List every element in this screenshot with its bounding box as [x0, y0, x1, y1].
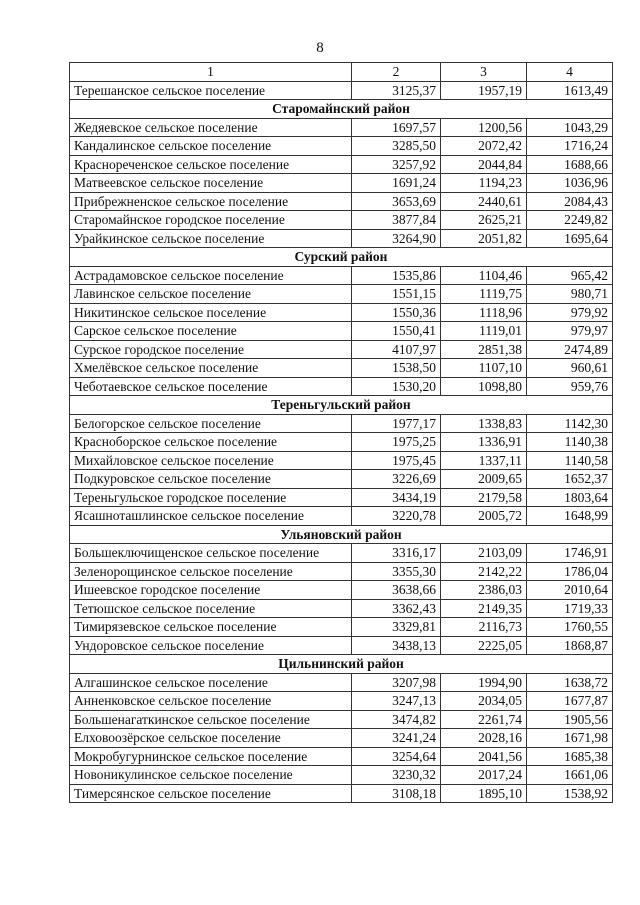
header-row: [70, 63, 613, 82]
settlement-name-cell: Красноборское сельское поселение: [70, 433, 352, 452]
value-col2-cell: 3877,84: [352, 211, 441, 230]
value-col4-cell: 979,97: [527, 322, 613, 341]
settlement-name-cell: Зеленорощинское сельское поселение: [70, 562, 352, 581]
value-col4-cell: 1538,92: [527, 784, 613, 803]
value-col2-cell: 1697,57: [352, 118, 441, 137]
district-header-row: [70, 525, 613, 544]
value-col3-cell: 1104,46: [441, 266, 527, 285]
value-col3-cell: 2041,56: [441, 747, 527, 766]
settlement-name-cell: Ишеевское городское поселение: [70, 581, 352, 600]
value-col4-cell: 1140,38: [527, 433, 613, 452]
value-col2-cell: 3653,69: [352, 192, 441, 211]
settlement-name-cell: Матвеевское сельское поселение: [70, 174, 352, 193]
value-col3-cell: 2051,82: [441, 229, 527, 248]
settlement-name-cell: Анненковское сельское поселение: [70, 692, 352, 711]
value-col2-cell: 4107,97: [352, 340, 441, 359]
table-row: [70, 470, 613, 489]
value-col2-cell: 3355,30: [352, 562, 441, 581]
settlement-name-cell: Жедяевское сельское поселение: [70, 118, 352, 137]
value-col2-cell: 1975,45: [352, 451, 441, 470]
district-title: Ульяновский район: [70, 525, 613, 544]
district-header-row: [70, 655, 613, 674]
table-row: [70, 433, 613, 452]
value-col2-cell: 3285,50: [352, 137, 441, 156]
value-col3-cell: 1118,96: [441, 303, 527, 322]
value-col3-cell: 2179,58: [441, 488, 527, 507]
table-row: [70, 636, 613, 655]
table-row: [70, 673, 613, 692]
table-row: [70, 507, 613, 526]
value-col3-cell: 1336,91: [441, 433, 527, 452]
value-col2-cell: 3230,32: [352, 766, 441, 785]
value-col2-cell: 1975,25: [352, 433, 441, 452]
district-title: Старомайнский район: [70, 100, 613, 119]
settlement-name-cell: Мокробугурнинское сельское поселение: [70, 747, 352, 766]
table-row: [70, 322, 613, 341]
settlement-name-cell: Ясашноташлинское сельское поселение: [70, 507, 352, 526]
value-col3-cell: 2028,16: [441, 729, 527, 748]
value-col3-cell: 1194,23: [441, 174, 527, 193]
value-col3-cell: 2017,24: [441, 766, 527, 785]
value-col3-cell: 1119,75: [441, 285, 527, 304]
value-col4-cell: 1695,64: [527, 229, 613, 248]
column-header: 4: [527, 63, 613, 82]
table-row: [70, 692, 613, 711]
district-header-row: [70, 248, 613, 267]
value-col3-cell: 1119,01: [441, 322, 527, 341]
table-row: [70, 303, 613, 322]
value-col2-cell: 1535,86: [352, 266, 441, 285]
table-row: [70, 192, 613, 211]
column-header: 1: [70, 63, 352, 82]
table-row: [70, 729, 613, 748]
table-row: [70, 766, 613, 785]
settlement-name-cell: Елховоозёрское сельское поселение: [70, 729, 352, 748]
value-col4-cell: 1760,55: [527, 618, 613, 637]
value-col4-cell: 1716,24: [527, 137, 613, 156]
value-col3-cell: 1338,83: [441, 414, 527, 433]
value-col2-cell: 1550,41: [352, 322, 441, 341]
value-col2-cell: 1691,24: [352, 174, 441, 193]
table-row: [70, 377, 613, 396]
table-row: [70, 211, 613, 230]
value-col4-cell: 980,71: [527, 285, 613, 304]
settlement-name-cell: Новоникулинское сельское поселение: [70, 766, 352, 785]
table-row: [70, 340, 613, 359]
value-col4-cell: 1638,72: [527, 673, 613, 692]
value-col3-cell: 2009,65: [441, 470, 527, 489]
value-col4-cell: 1719,33: [527, 599, 613, 618]
value-col3-cell: 2103,09: [441, 544, 527, 563]
value-col3-cell: 2225,05: [441, 636, 527, 655]
settlement-name-cell: Белогорское сельское поселение: [70, 414, 352, 433]
value-col4-cell: 1688,66: [527, 155, 613, 174]
table-row: [70, 618, 613, 637]
settlement-name-cell: Прибрежненское сельское поселение: [70, 192, 352, 211]
value-col2-cell: 1550,36: [352, 303, 441, 322]
value-col4-cell: 959,76: [527, 377, 613, 396]
value-col4-cell: 965,42: [527, 266, 613, 285]
table-row: [70, 174, 613, 193]
value-col3-cell: 1098,80: [441, 377, 527, 396]
value-col4-cell: 1677,87: [527, 692, 613, 711]
value-col4-cell: 1746,91: [527, 544, 613, 563]
value-col2-cell: 1977,17: [352, 414, 441, 433]
value-col4-cell: 979,92: [527, 303, 613, 322]
settlement-name-cell: Алгашинское сельское поселение: [70, 673, 352, 692]
value-col3-cell: 2005,72: [441, 507, 527, 526]
value-col2-cell: 3220,78: [352, 507, 441, 526]
table-row: [70, 266, 613, 285]
table-row: [70, 229, 613, 248]
value-col2-cell: 3329,81: [352, 618, 441, 637]
value-col2-cell: 3125,37: [352, 81, 441, 100]
value-col3-cell: 2142,22: [441, 562, 527, 581]
value-col4-cell: 1786,04: [527, 562, 613, 581]
district-title: Сурский район: [70, 248, 613, 267]
table-row: [70, 544, 613, 563]
value-col3-cell: 2386,03: [441, 581, 527, 600]
settlement-name-cell: Тимирязевское сельское поселение: [70, 618, 352, 637]
value-col4-cell: 2084,43: [527, 192, 613, 211]
value-col4-cell: 1140,58: [527, 451, 613, 470]
value-col3-cell: 1994,90: [441, 673, 527, 692]
value-col3-cell: 1200,56: [441, 118, 527, 137]
table-row: [70, 784, 613, 803]
table-row: [70, 359, 613, 378]
district-title: Цильнинский район: [70, 655, 613, 674]
value-col2-cell: 3247,13: [352, 692, 441, 711]
page-number: 8: [316, 40, 324, 56]
table-row: [70, 155, 613, 174]
value-col4-cell: 960,61: [527, 359, 613, 378]
settlement-name-cell: Хмелёвское сельское поселение: [70, 359, 352, 378]
table-row: [70, 81, 613, 100]
settlement-name-cell: Астрадамовское сельское поселение: [70, 266, 352, 285]
value-col2-cell: 1551,15: [352, 285, 441, 304]
table-row: [70, 285, 613, 304]
value-col4-cell: 1661,06: [527, 766, 613, 785]
value-col3-cell: 1337,11: [441, 451, 527, 470]
value-col3-cell: 1895,10: [441, 784, 527, 803]
table-row: [70, 414, 613, 433]
value-col2-cell: 3254,64: [352, 747, 441, 766]
settlement-name-cell: Большенагаткинское сельское поселение: [70, 710, 352, 729]
table-row: [70, 451, 613, 470]
value-col3-cell: 2851,38: [441, 340, 527, 359]
district-header-row: [70, 100, 613, 119]
settlement-name-cell: Большеключищенское сельское поселение: [70, 544, 352, 563]
settlement-name-cell: Сурское городское поселение: [70, 340, 352, 359]
table-row: [70, 562, 613, 581]
value-col2-cell: 3474,82: [352, 710, 441, 729]
district-title: Тереньгульский район: [70, 396, 613, 415]
value-col4-cell: 1613,49: [527, 81, 613, 100]
value-col3-cell: 2440,61: [441, 192, 527, 211]
value-col2-cell: 3207,98: [352, 673, 441, 692]
settlement-name-cell: Чеботаевское сельское поселение: [70, 377, 352, 396]
value-col2-cell: 3362,43: [352, 599, 441, 618]
column-header: 3: [441, 63, 527, 82]
column-header: 2: [352, 63, 441, 82]
table-row: [70, 118, 613, 137]
value-col3-cell: 2149,35: [441, 599, 527, 618]
value-col3-cell: 2116,73: [441, 618, 527, 637]
value-col4-cell: 1142,30: [527, 414, 613, 433]
settlement-name-cell: Сарское сельское поселение: [70, 322, 352, 341]
value-col3-cell: 1957,19: [441, 81, 527, 100]
value-col4-cell: 1043,29: [527, 118, 613, 137]
table-row: [70, 710, 613, 729]
settlement-name-cell: Урайкинское сельское поселение: [70, 229, 352, 248]
table-row: [70, 488, 613, 507]
table-row: [70, 599, 613, 618]
value-col3-cell: 1107,10: [441, 359, 527, 378]
value-col4-cell: 1868,87: [527, 636, 613, 655]
settlement-name-cell: Тереньгульское городское поселение: [70, 488, 352, 507]
settlement-name-cell: Тетюшское сельское поселение: [70, 599, 352, 618]
value-col2-cell: 1530,20: [352, 377, 441, 396]
value-col4-cell: 1671,98: [527, 729, 613, 748]
value-col2-cell: 3264,90: [352, 229, 441, 248]
table-body: [70, 63, 613, 803]
settlement-name-cell: Тимерсянское сельское поселение: [70, 784, 352, 803]
value-col3-cell: 2044,84: [441, 155, 527, 174]
settlement-name-cell: Михайловское сельское поселение: [70, 451, 352, 470]
value-col3-cell: 2261,74: [441, 710, 527, 729]
district-header-row: [70, 396, 613, 415]
value-col4-cell: 1036,96: [527, 174, 613, 193]
value-col3-cell: 2072,42: [441, 137, 527, 156]
value-col4-cell: 2249,82: [527, 211, 613, 230]
value-col4-cell: 1652,37: [527, 470, 613, 489]
settlements-table: [69, 62, 613, 803]
table-row: [70, 747, 613, 766]
value-col2-cell: 3438,13: [352, 636, 441, 655]
settlement-name-cell: Подкуровское сельское поселение: [70, 470, 352, 489]
value-col3-cell: 2625,21: [441, 211, 527, 230]
table-row: [70, 581, 613, 600]
value-col2-cell: 3241,24: [352, 729, 441, 748]
settlement-name-cell: Никитинское сельское поселение: [70, 303, 352, 322]
value-col4-cell: 1685,38: [527, 747, 613, 766]
value-col2-cell: 1538,50: [352, 359, 441, 378]
settlement-name-cell: Терешанское сельское поселение: [70, 81, 352, 100]
value-col2-cell: 3638,66: [352, 581, 441, 600]
value-col4-cell: 1803,64: [527, 488, 613, 507]
value-col4-cell: 2474,89: [527, 340, 613, 359]
value-col2-cell: 3257,92: [352, 155, 441, 174]
settlement-name-cell: Старомайнское городское поселение: [70, 211, 352, 230]
settlement-name-cell: Лавинское сельское поселение: [70, 285, 352, 304]
value-col2-cell: 3434,19: [352, 488, 441, 507]
value-col3-cell: 2034,05: [441, 692, 527, 711]
value-col4-cell: 1905,56: [527, 710, 613, 729]
settlement-name-cell: Краснореченское сельское поселение: [70, 155, 352, 174]
settlement-name-cell: Кандалинское сельское поселение: [70, 137, 352, 156]
value-col2-cell: 3316,17: [352, 544, 441, 563]
value-col4-cell: 2010,64: [527, 581, 613, 600]
settlement-name-cell: Ундоровское сельское поселение: [70, 636, 352, 655]
table-row: [70, 137, 613, 156]
value-col2-cell: 3108,18: [352, 784, 441, 803]
value-col2-cell: 3226,69: [352, 470, 441, 489]
value-col4-cell: 1648,99: [527, 507, 613, 526]
